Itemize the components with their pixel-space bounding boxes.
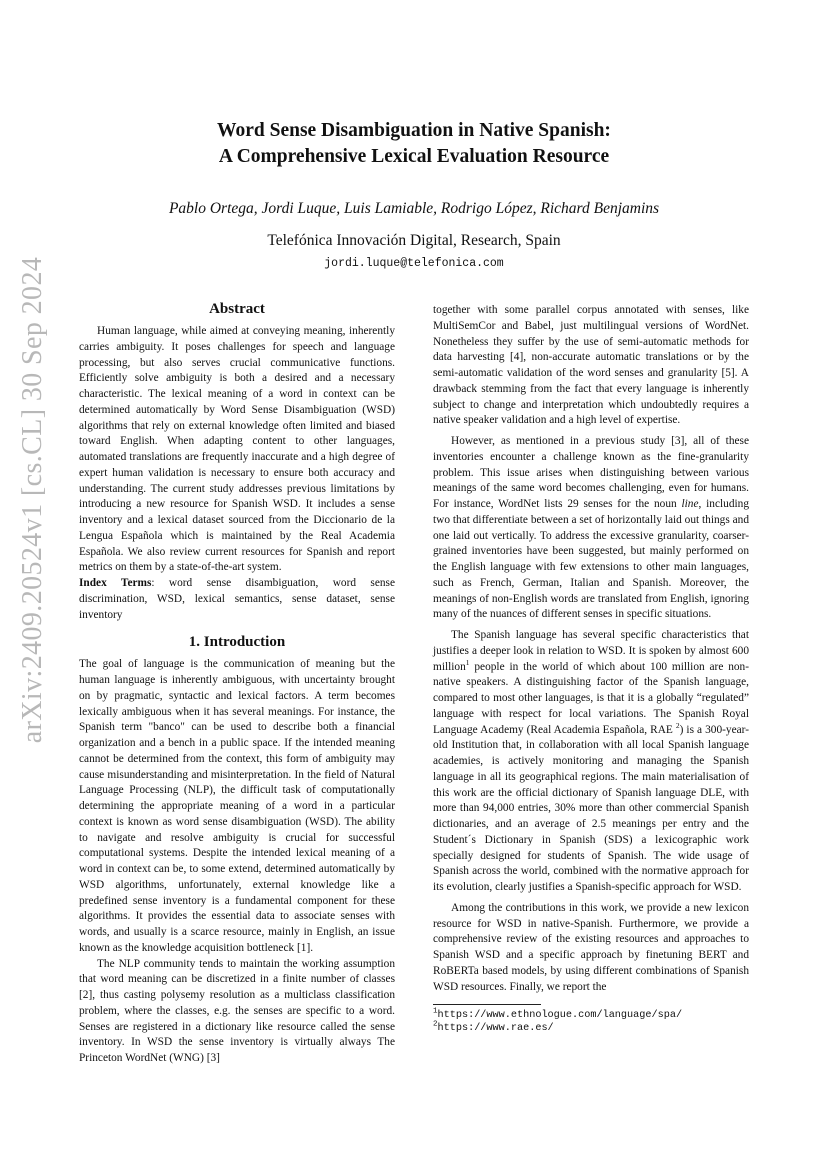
right-paragraph-1: together with some parallel corpus annotated with senses, like MultiSemCor and Babel, just multilingual versions of WordNet. Nonetheless they suffer by the use of semi-automatic methods for data harvesting [4], non-accurate automatic translations or by the semi-automatic validation of the word senses and granularity [5]. A drawback stemming from the fact that every language is inherently subject to change and interpretation which undoubtedly requires a native speaker validation and a high level of expertise. [433, 304, 749, 427]
right-paragraph-3: The Spanish language has several specific characteristics that justifies a deeper look in relation to WSD. It is spoken by almost 600 million$^1$ people in the world of which about 100 million are non-native speakers. A distinguishing factor of the Spanish language, compared to most other languages, is that it is a globally “regulated” language with respect for local variations. The Spanish Royal Language Academy (Real Academia Española, RAE $^2$) is a 300-year-old Institution that, in collaboration with all local Spanish language academies, is actively monitoring and managing the Spanish language in all its geographical regions. The main materialisation of this work are the official dictionary of Spanish language DLE, with more than 94,000 entries, 30% more than other commercial Spanish dictionaries, and an average of 2.5 meanings per entry and the Student´s Dictionary in Spanish (SDS) a lexicographic work specially designed for students of Spanish. The wide usage of Spanish across the world, combined with the normative approach for its evolution, clearly justifies a Spanish-specific approach for WSD. [433, 629, 749, 893]
arxiv-identifier-stamp [8, 256, 58, 744]
intro-paragraph-2: The NLP community tends to maintain the working assumption that word meaning can be discretized in a finite number of classes [2], thus casting polysemy resolution as a multiclass classification problem, where the classes, e.g. the senses are specific to a word. Senses are registered in a dictionary like resource called the sense inventory. In WSD the sense inventory is virtually always The Princeton WordNet (WNG) [3] [79, 957, 395, 1064]
arxiv-id: arXiv:2409.20524v1 [cs.CL] 30 Sep 2024 [17, 256, 49, 744]
affiliation: Telefónica Innovación Digital, Research, Spain [267, 232, 561, 249]
section-heading-introduction: 1. Introduction [188, 634, 286, 651]
right-column [433, 303, 749, 995]
title-line-1: Word Sense Disambiguation in Native Spanish: [217, 120, 611, 141]
emphasis-line: line [681, 498, 699, 510]
footnote-2: $^2$https://www.rae.es/ [433, 1020, 554, 1034]
left-column [79, 300, 395, 1067]
footnotes [433, 1004, 749, 1035]
right-paragraph-2: However, as mentioned in a previous study [3], all of these inventories encounter a challenge known as the fine-granularity problem. This issue arises when distinguishing between various meanings of the same word becomes challenging, even for humans. For instance, WordNet lists 29 senses for the noun line, including two that differentiate between a set of horizontally laid out things and one laid out vertically. To address the excessive granularity, coarser-grained inventories have been suggested, but mainly performed on the English language with few extensions to other main languages, such as French, German, Italian and Spanish. Moreover, the meanings of non-English words are translated from English, ignoring many of the nuances of different senses in specific situations. [433, 435, 749, 621]
index-terms-label: Index Terms [79, 577, 152, 589]
title-line-2: A Comprehensive Lexical Evaluation Resource [218, 146, 610, 167]
abstract-text: Human language, while aimed at conveying meaning, inherently carries ambiguity. It poses challenges for speech and language processing, but also serves crucial communicative functions. Efficiently solve ambiguity is both a desired and a necessary characteristic. The lexical meaning of a word in context can be determined automatically by Word Sense Disambiguation (WSD) algorithms that rely on external knowledge often limited and biased toward English. When adapting content to other languages, automated translations are frequently inaccurate and a high degree of expert human validation is necessary to ensure both accuracy and understanding. The current study addresses previous limitations by introducing a new resource for Spanish WSD. It includes a sense inventory and a lexical dataset sourced from the Diccionario de la Lengua Española which is maintained by the Real Academia Española. We also review current resources for Spanish and report metrics on them by a state-of-the-art system. [79, 325, 395, 574]
abstract-heading: Abstract [209, 301, 265, 317]
footnote-1-link[interactable]: https://www.ethnologue.com/language/spa/ [437, 1010, 683, 1021]
paper-title [100, 118, 728, 170]
footnote-2-link[interactable]: https://www.rae.es/ [437, 1023, 554, 1034]
footnote-1: $^1$https://www.ethnologue.com/language/spa/ [433, 1007, 683, 1021]
footnote-divider [433, 1004, 541, 1005]
right-paragraph-4: Among the contributions in this work, we provide a new lexicon resource for WSD in native-Spanish. Furthermore, we provide a comprehensive review of the existing resources and approaches to Spanish WSD and a specific approach by finetuning BERT and RoBERTa based models, by using different combinations of Spanish WSD resources. Finally, we report the [433, 901, 749, 993]
footnote-ref-1[interactable]: 1 [465, 657, 470, 667]
intro-paragraph-1: The goal of language is the communication of meaning but the human language is inherently ambiguous, with uncertainty brought on by pragmatic, syntactic and lexical factors. A term becomes lexically ambiguous when it has several meanings. For instance, the Spanish term "banco" can be used to describe both a financial organization and a bench in a public space. If the intended meaning cannot be determined from the context, this form of ambiguity may cause misunderstanding and misinterpretation. In the field of Natural Language Processing (NLP), the difficult task of computationally determining the appropriate meaning of a word in a particular context is known as word sense disambiguation (WSD). The ability to navigate and resolve ambiguity is crucial for successful computational systems. Despite the intended lexical meaning of a word in context can be, to some extend, determined automatically by WSD algorithms, unfortunately, external knowledge like a predefined sense inventory is a fundamental component for these algorithms. It provides the essential data to associate senses with words, and usually is a scarce resource, mainly in English, an issue known as the knowledge acquisition bottleneck [1]. [79, 658, 395, 954]
footnote-ref-2[interactable]: 2 [675, 720, 680, 730]
index-terms [79, 576, 395, 623]
contact-email: jordi.luque@telefonica.com [324, 257, 504, 270]
index-terms-text: : word sense disambiguation, word sense discrimination, WSD, lexical semantics, sense dataset, sense inventory [79, 577, 395, 621]
author-list: Pablo Ortega, Jordi Luque, Luis Lamiable, Rodrigo López, Richard Benjamins [168, 200, 660, 217]
